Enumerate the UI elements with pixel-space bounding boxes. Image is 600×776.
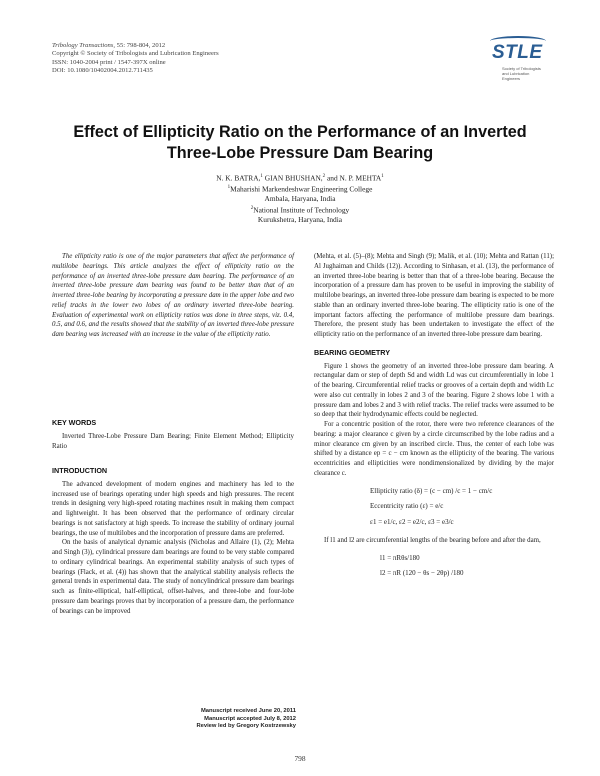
logo-subtitle: Society of Tribologists and Lubrication Engineers [502,66,541,81]
affiliation-2: $^2$National Institute of Technology [250,205,350,215]
right-column [314,252,554,579]
manuscript-footnote: Manuscript received June 20, 2011 Manuscript accepted July 8, 2012 Review led by Gregory Kostrzewsky [196,708,296,730]
issn-line: ISSN: 1040-2004 print / 1547-397X online [52,58,166,66]
keywords-heading: KEY WORDS [52,418,97,427]
equation-l1: l1 = πRθs/180 [380,553,420,562]
author-names: N. K. BATRA,$^1$ GIAN BHUSHAN,$^2$ and N. P. MEHTA$^1$ [216,173,384,183]
equation-eccentricity: Eccentricity ratio (ε) = e/c [370,502,444,511]
journal-header [52,42,219,76]
affiliation-2-place: Kurukshetra, Haryana, India [257,214,343,224]
introduction-section [52,466,294,616]
intro-continuation: (Mehta, et al. (5)–(8); Mehta and Singh (9); Malik, et al. (10); Mehta and Rattan (11); Al Jughaiman and Childs (12)). According to Sinhasan, et al. (13), the performance of an inverted three-lobe bearing is better than that of a three-lobe bearing. Because the incorporation of a pressure dam has proven to be useful in improving the stability of multilobe bearings, an inverted three-lobe pressure dam bearing is expected to be more stable than an ordinary inverted three-lobe bearing. The ellipticity ratio is one of the important factors affecting the performance of multilobe pressure dam bearings. Therefore, the present study has been undertaken to investigate the effect of the ellipticity ratio on the performance of an inverted three-lobe pressure dam bearing. [314,253,554,338]
journal-name: Tribology Transactions [52,42,114,49]
logo-word: STLE [492,42,543,63]
geometry-paragraph-1: Figure 1 shows the geometry of an inverted three-lobe pressure dam bearing. A rectangular dam or step of depth Sd and width Ld was cut circumferentially in lobe 1 of the bearing. Circumferential relief tracks or grooves of a certain depth and width Lc were also cut centrally in lobes 2 and 3 of the bearing. Figure 2 shows lobe 1 with a pressure dam and lobes 2 and 3 with relief tracks. The relief tracks were assumed to be so deep that their hydrodynamic effects could be neglected. [314,362,554,419]
introduction-heading: INTRODUCTION [52,466,108,475]
doi-line: DOI: 10.1080/10402004.2012.711435 [52,67,153,75]
intro-paragraph-1: The advanced development of modern engines and machinery has led to the increased use of bearings operating under high speeds and high pressures. The recent trends in designing very high-speed rotating machines result in making them compact and lightweight. It has been observed that the performance of ordinary circular bearings is not satisfactory at high speeds. To increase the stability of ordinary journal bearings, the use of multilobes and the incorporation of pressure dams are preferred. [52,480,294,537]
affiliation-1: $^1$Maharishi Markendeshwar Engineering College [227,184,373,194]
equation-eccentricities: ε1 = e1/c, ε2 = e2/c, ε3 = e3/c [370,518,454,526]
intro-paragraph-2: On the basis of analytical dynamic analysis (Nicholas and Allaire (1), (2); Mehta and Singh (3)), cylindrical pressure dam bearings are found to be very stable compared to ordinary cylindrical bearings. An experimental stability analysis of such types of bearings (Flack, et al. (4)) has shown that the analytical stability analysis reflects the general trends in experimental data. The study of noncylindrical pressure dam bearings such as finite-elliptical, half-elliptical, offset-halves, and three-lobe and four-lobe pressure dam bearings proves that by incorporation of a pressure dam, the performance of bearings can be improved [52,539,294,615]
paper-title [30,122,570,164]
affiliation-1-place: Ambala, Haryana, India [264,194,336,204]
keywords-text: Inverted Three-Lobe Pressure Dam Bearing; Finite Element Method; Ellipticity Ratio [52,432,294,450]
keywords-section [52,418,294,451]
page-number: 798 [294,754,306,763]
title-line-2: Three-Lobe Pressure Dam Bearing [166,144,434,162]
geometry-paragraph-2: For a concentric position of the rotor, there were two reference clearances of the bearing: a major clearance c given by a circle circumscribed by the lobe radius and a minor clearance cm given by an inscribed circle. Thus, the center of each lobe was shifted by a distance ep = c − cm known as the ellipticity of the bearing. The various eccentricities and ellipticities were nondimensionalized by dividing by the major clearance c. [314,421,554,477]
geometry-paragraph-3: If l1 and l2 are circumferential lengths of the bearing before and after the dam, [324,536,541,544]
author-block [100,172,500,224]
journal-citation: , 55: 798-804, 2012 [113,42,166,49]
stle-logo [488,36,550,86]
abstract: The ellipticity ratio is one of the major parameters that affect the performance of multilobe bearings. This article analyzes the effect of ellipticity ratio on the performance of an inverted three-lobe pressure dam bearing. The performance of an inverted three-lobe pressure dam bearing was found to be better than that of an inverted three-lobe bearing by incorporating a pressure dam in the upper lobe and two relief tracks in the lower two lobes of an ordinary inverted three-lobe bearing. Evaluation of experimental work on ellipticity ratios was done in three steps, viz. 0.4, 0.5, and 0.6, and the results showed that the stability of an inverted three-lobe pressure dam bearing was increased with an increase in the value of the ellipticity ratio. [52,253,294,338]
equation-ellipticity: Ellipticity ratio (δ) = (c − cm) /c = 1 − cm/c [370,486,493,495]
title-line-1: Effect of Ellipticity Ratio on the Performance of an Inverted [73,123,527,141]
bearing-geometry-heading: BEARING GEOMETRY [314,347,391,357]
copyright-line: Copyright © Society of Tribologists and Lubrication Engineers [52,50,219,58]
equation-l2: l2 = πR (120 − θs − 2θp) /180 [380,569,464,578]
